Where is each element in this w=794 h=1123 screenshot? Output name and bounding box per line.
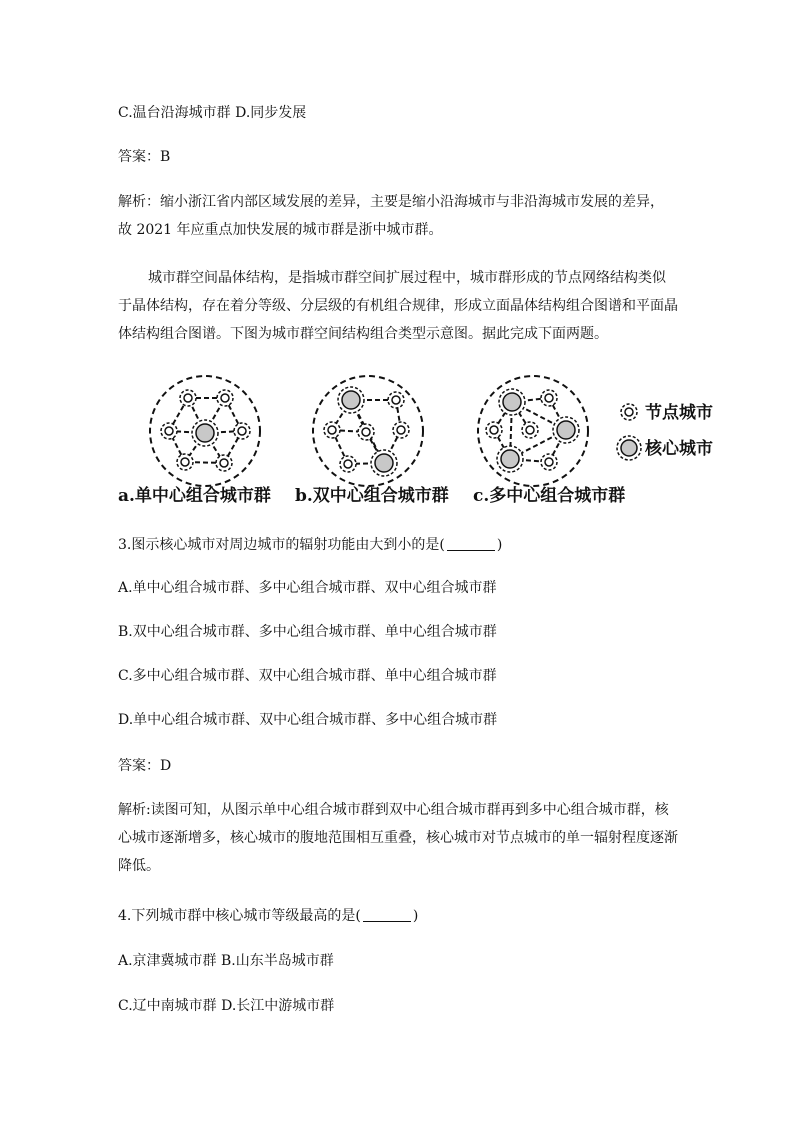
q4-stem-close: ): [412, 908, 419, 924]
q4-options-ab: A.京津冀城市群 B.山东半岛城市群: [118, 953, 334, 969]
legend-node-symbol: [621, 404, 637, 420]
intro-line-2: 于晶体结构，存在着分等级、分层级的有机组合规律，形成立面晶体结构组合图谱和平面晶: [118, 298, 678, 314]
legend-node-label: 节点城市: [645, 403, 713, 423]
legend-core-label: 核心城市: [645, 439, 713, 459]
q2-analysis-line-2: 故 2021 年应重点加快发展的城市群是浙中城市群。: [118, 222, 443, 238]
q3-option-b: B.双中心组合城市群、多中心组合城市群、单中心组合城市群: [118, 624, 497, 640]
city-cluster-structure-figure: [108, 368, 728, 513]
q2-analysis-line-1: 解析：缩小浙江省内部区域发展的差异，主要是缩小沿海城市与非沿海城市发展的差异，: [118, 194, 664, 210]
caption-c: c.多中心组合城市群: [473, 486, 626, 506]
q4-options-cd: C.辽中南城市群 D.长江中游城市群: [118, 998, 335, 1014]
q3-answer: 答案：D: [118, 758, 172, 774]
q3-option-d: D.单中心组合城市群、双中心组合城市群、多中心组合城市群: [118, 712, 498, 728]
q3-option-c: C.多中心组合城市群、双中心组合城市群、单中心组合城市群: [118, 668, 497, 684]
q4-stem: [118, 906, 418, 926]
q4-stem-text: 4.下列城市群中核心城市等级最高的是(: [118, 908, 361, 924]
q3-analysis-line-3: 降低。: [118, 858, 160, 874]
caption-b: b.双中心组合城市群: [295, 486, 449, 506]
q3-stem-text: 3.图示核心城市对周边城市的辐射功能由大到小的是(: [118, 537, 445, 553]
q3-stem-close: ): [496, 537, 503, 553]
q4-answer-blank[interactable]: [363, 907, 411, 922]
q2-options-cd: C.温台沿海城市群 D.同步发展: [118, 105, 307, 121]
q3-stem: [118, 535, 502, 555]
intro-paragraph: [118, 264, 678, 348]
caption-a: a.单中心组合城市群: [118, 486, 271, 506]
intro-line-1: 城市群空间晶体结构，是指城市群空间扩展过程中，城市群形成的节点网络结构类似: [148, 270, 666, 286]
q2-analysis: [118, 188, 678, 244]
q3-analysis-line-2: 心城市逐渐增多，核心城市的腹地范围相互重叠，核心城市对节点城市的单一辐射程度逐渐: [118, 830, 678, 846]
legend-core-symbol: [617, 436, 641, 460]
q2-answer: 答案：B: [118, 149, 171, 165]
q3-analysis-line-1: 解析:读图可知，从图示单中心组合城市群到双中心组合城市群再到多中心组合城市群，核: [118, 802, 669, 818]
q3-answer-blank[interactable]: [447, 536, 495, 551]
intro-line-3: 体结构组合图谱。下图为城市群空间结构组合类型示意图。据此完成下面两题。: [118, 326, 608, 342]
diagram-a-core: [192, 420, 218, 446]
q3-option-a: A.单中心组合城市群、多中心组合城市群、双中心组合城市群: [118, 580, 497, 596]
q3-analysis: [118, 796, 678, 880]
